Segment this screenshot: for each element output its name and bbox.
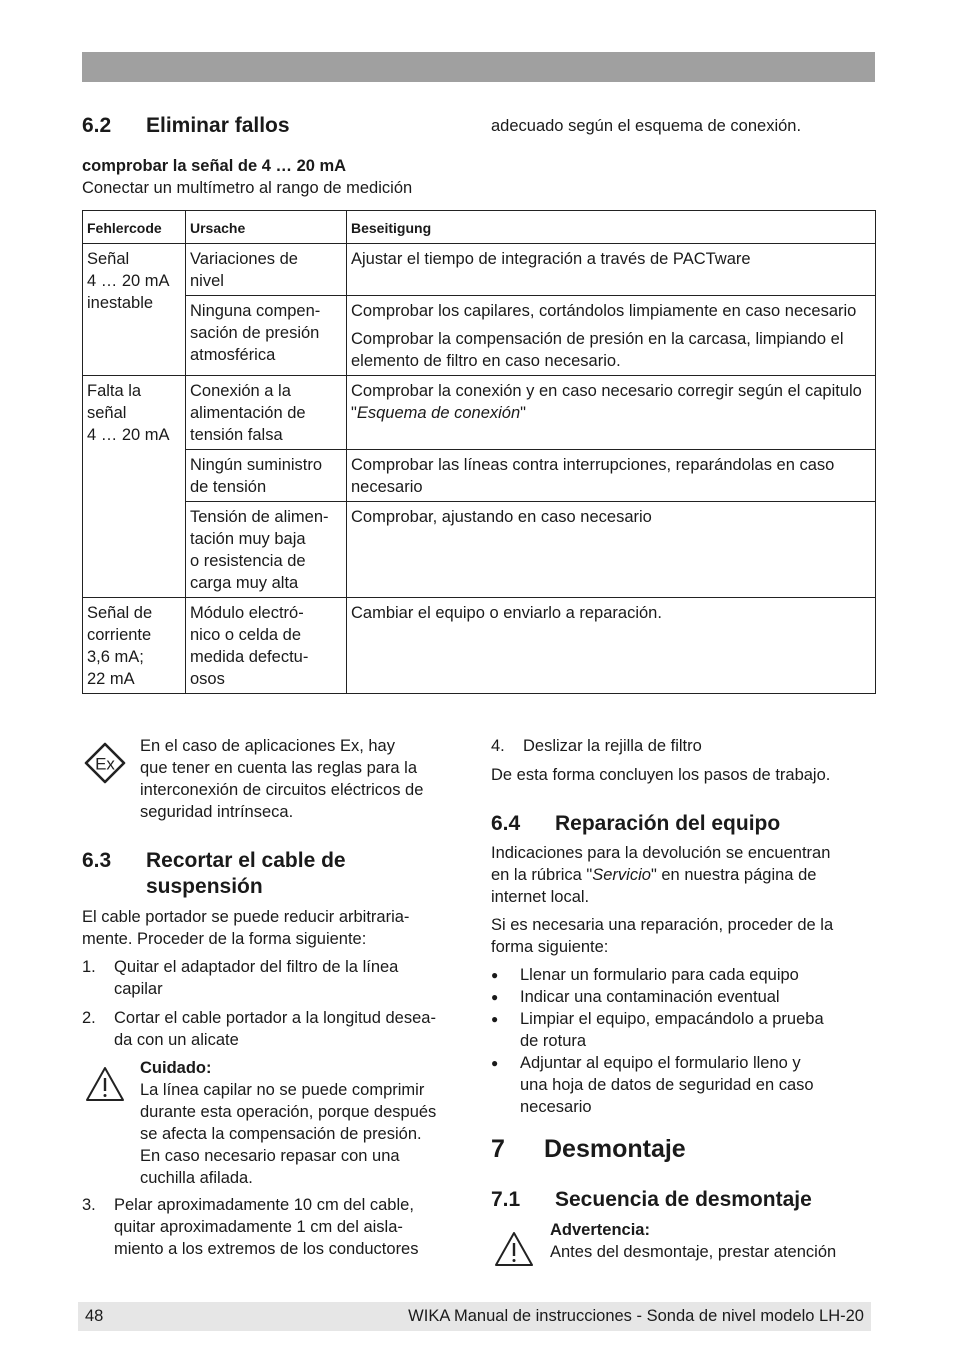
- ex-note-text: En el caso de aplicaciones Ex, hay que tener en cuenta las reglas para la interconexión de circuitos eléctricos de seguridad intrínseca.: [140, 737, 424, 821]
- remedy-cell: Cambiar el equipo o enviarlo a reparación.: [347, 598, 876, 694]
- list-item: 2. Cortar el cable portador a la longitud desea- da con un alicate: [82, 1009, 436, 1049]
- remedy-cell: Comprobar la conexión y en caso necesario corregir según el capitulo "Esquema de conexión": [347, 376, 876, 450]
- cut-step-3: [82, 1194, 472, 1260]
- table-row: [83, 376, 876, 450]
- section-6-4-heading: 6.4 Reparación del equipo: [491, 812, 781, 835]
- caution-title: Cuidado:: [140, 1059, 212, 1077]
- table-header-row: [83, 211, 876, 244]
- header-remedy: Beseitigung: [347, 211, 876, 244]
- error-code-cell: Señal de corriente 3,6 mA; 22 mA: [83, 598, 186, 694]
- list-item: ● Indicar una contaminación eventual: [491, 988, 780, 1006]
- check-signal-text: Conectar un multímetro al rango de medición: [82, 179, 413, 197]
- repair-bullet-list: [491, 964, 876, 1118]
- page-number: 48: [85, 1307, 104, 1325]
- remedy-cell: Comprobar, ajustando en caso necesario: [347, 502, 876, 598]
- section-6-3-intro: El cable portador se puede reducir arbitraria- mente. Proceder de la forma siguiente:: [82, 908, 410, 948]
- repair-intro: Indicaciones para la devolución se encuentran en la rúbrica "Servicio" en nuestra página de internet local.: [491, 844, 831, 906]
- step-4: [491, 735, 876, 757]
- page-footer: [78, 1302, 871, 1331]
- table-row: [83, 244, 876, 296]
- table-row: [83, 598, 876, 694]
- fault-table: [82, 210, 876, 694]
- header-cause: Ursache: [186, 211, 347, 244]
- remedy-cell: Comprobar los capilares, cortándolos limpiamente en caso necesario Comprobar la compensación de presión en la carcasa, limpiando el elemento de filtro en caso necesario.: [347, 296, 876, 376]
- list-item: ● Limpiar el equipo, empacándolo a prueba de rotura: [491, 1010, 824, 1050]
- cut-steps-list: [82, 956, 472, 1051]
- warning-triangle-icon: [85, 1066, 125, 1102]
- cause-cell: Ninguna compen- sación de presión atmosférica: [186, 296, 347, 376]
- warning-title: Advertencia:: [550, 1221, 650, 1239]
- repair-procedure-intro: Si es necesaria una reparación, proceder de la forma siguiente:: [491, 916, 834, 956]
- cause-cell: Ningún suministro de tensión: [186, 450, 347, 502]
- footer-title: WIKA Manual de instrucciones - Sonda de nivel modelo LH-20: [408, 1307, 864, 1325]
- list-item: ● Adjuntar al equipo el formulario lleno y una hoja de datos de seguridad en caso necesario: [491, 1054, 814, 1116]
- table-row: [83, 502, 876, 598]
- table-row: [83, 450, 876, 502]
- conclusion-text: De esta forma concluyen los pasos de trabajo.: [491, 766, 831, 784]
- section-6-2-heading: 6.2 Eliminar fallos: [82, 114, 290, 137]
- table-row: [83, 296, 876, 376]
- cause-cell: Tensión de alimen- tación muy baja o resistencia de carga muy alta: [186, 502, 347, 598]
- section-7-heading: 7 Desmontaje: [491, 1135, 686, 1163]
- caution-text: La línea capilar no se puede comprimir durante esta operación, porque después se afecta la compensación de presión. En caso necesario repasar con una cuchilla afilada.: [140, 1081, 437, 1187]
- list-item: ● Llenar un formulario para cada equipo: [491, 966, 799, 984]
- warning-triangle-icon: [494, 1231, 534, 1267]
- cause-cell: Módulo electró- nico o celda de medida defectu- osos: [186, 598, 347, 694]
- svg-text:Ex: Ex: [95, 754, 115, 774]
- header-error-code: Fehlercode: [83, 211, 186, 244]
- list-item: 3. Pelar aproximadamente 10 cm del cable, quitar aproximadamente 1 cm del aisla- miento a los extremos de los conductores: [82, 1196, 419, 1258]
- error-code-cell: Falta la señal 4 … 20 mA: [83, 376, 186, 598]
- remedy-cell: Ajustar el tiempo de integración a través de PACTware: [347, 244, 876, 296]
- remedy-cell: Comprobar las líneas contra interrupciones, reparándolas en caso necesario: [347, 450, 876, 502]
- ex-explosion-icon: [84, 742, 126, 784]
- header-bar: [82, 52, 875, 82]
- check-signal-title: comprobar la señal de 4 … 20 mA: [82, 157, 347, 175]
- list-item: 1. Quitar el adaptador del filtro de la línea capilar: [82, 958, 399, 998]
- cause-cell: Conexión a la alimentación de tensión falsa: [186, 376, 347, 450]
- warning-text: Antes del desmontaje, prestar atención: [550, 1243, 837, 1261]
- continuation-text: adecuado según el esquema de conexión.: [491, 117, 802, 135]
- cause-cell: Variaciones de nivel: [186, 244, 347, 296]
- error-code-cell: Señal 4 … 20 mA inestable: [83, 244, 186, 376]
- list-item: 4. Deslizar la rejilla de filtro: [491, 737, 702, 755]
- section-6-3-heading: 6.3 Recortar el cable de suspensión: [82, 849, 346, 898]
- section-7-1-heading: 7.1 Secuencia de desmontaje: [491, 1188, 812, 1211]
